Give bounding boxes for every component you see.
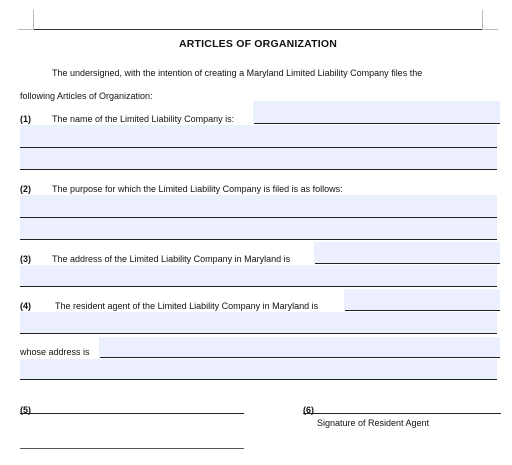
crop-mark-top-left-horizontal — [18, 29, 34, 30]
resident-agent-line — [345, 310, 500, 311]
item-2-label: The purpose for which the Limited Liability Company is filed is as follows: — [52, 184, 343, 194]
address-field-line-2[interactable] — [20, 265, 497, 286]
resident-agent-signature-label: Signature of Resident Agent — [317, 418, 430, 428]
signature-left-number: (5) — [20, 405, 31, 415]
agent-address-line-2 — [20, 379, 497, 380]
signature-line-left[interactable] — [20, 413, 244, 414]
company-name-line-3 — [20, 169, 497, 170]
resident-agent-field[interactable] — [344, 289, 500, 310]
item-1-label: The name of the Limited Liability Company is: — [52, 114, 235, 124]
agent-address-field-line-2[interactable] — [20, 359, 497, 379]
document-title: ARTICLES OF ORGANIZATION — [178, 38, 337, 50]
company-name-field-line-3[interactable] — [20, 148, 497, 169]
address-field[interactable] — [314, 242, 500, 263]
company-name-field[interactable] — [253, 101, 500, 123]
item-4-label: The resident agent of the Limited Liability Company in Maryland is — [55, 301, 319, 311]
agent-address-field[interactable] — [99, 337, 500, 357]
resident-agent-line-2 — [20, 333, 497, 334]
purpose-field-line-2[interactable] — [20, 218, 497, 239]
address-line-2 — [20, 286, 497, 287]
resident-agent-field-line-2[interactable] — [20, 312, 497, 333]
item-3-label: The address of the Limited Liability Company in Maryland is — [52, 254, 291, 264]
company-name-field-line-2[interactable] — [20, 125, 497, 147]
top-margin-line — [34, 29, 482, 30]
intro-text-line-2: following Articles of Organization: — [20, 91, 153, 101]
signature-line-right[interactable] — [303, 413, 501, 414]
purpose-line-2 — [20, 239, 497, 240]
item-4-number: (4) — [20, 301, 31, 311]
company-name-line — [254, 123, 500, 124]
crop-mark-top-right-vertical — [482, 10, 483, 30]
crop-mark-top-right-horizontal — [482, 29, 498, 30]
crop-mark-top-left-vertical — [33, 10, 34, 30]
signature-line-left-2[interactable] — [20, 448, 244, 449]
agent-address-line — [100, 357, 500, 358]
item-1-number: (1) — [20, 114, 31, 124]
purpose-field-line-1[interactable] — [20, 195, 497, 217]
item-2-number: (2) — [20, 184, 31, 194]
signature-right-number: (6) — [303, 405, 314, 415]
address-line — [315, 263, 500, 264]
intro-text-line-1: The undersigned, with the intention of creating a Maryland Limited Liability Company files the — [52, 68, 423, 78]
item-3-number: (3) — [20, 254, 31, 264]
whose-address-label: whose address is — [20, 347, 90, 357]
